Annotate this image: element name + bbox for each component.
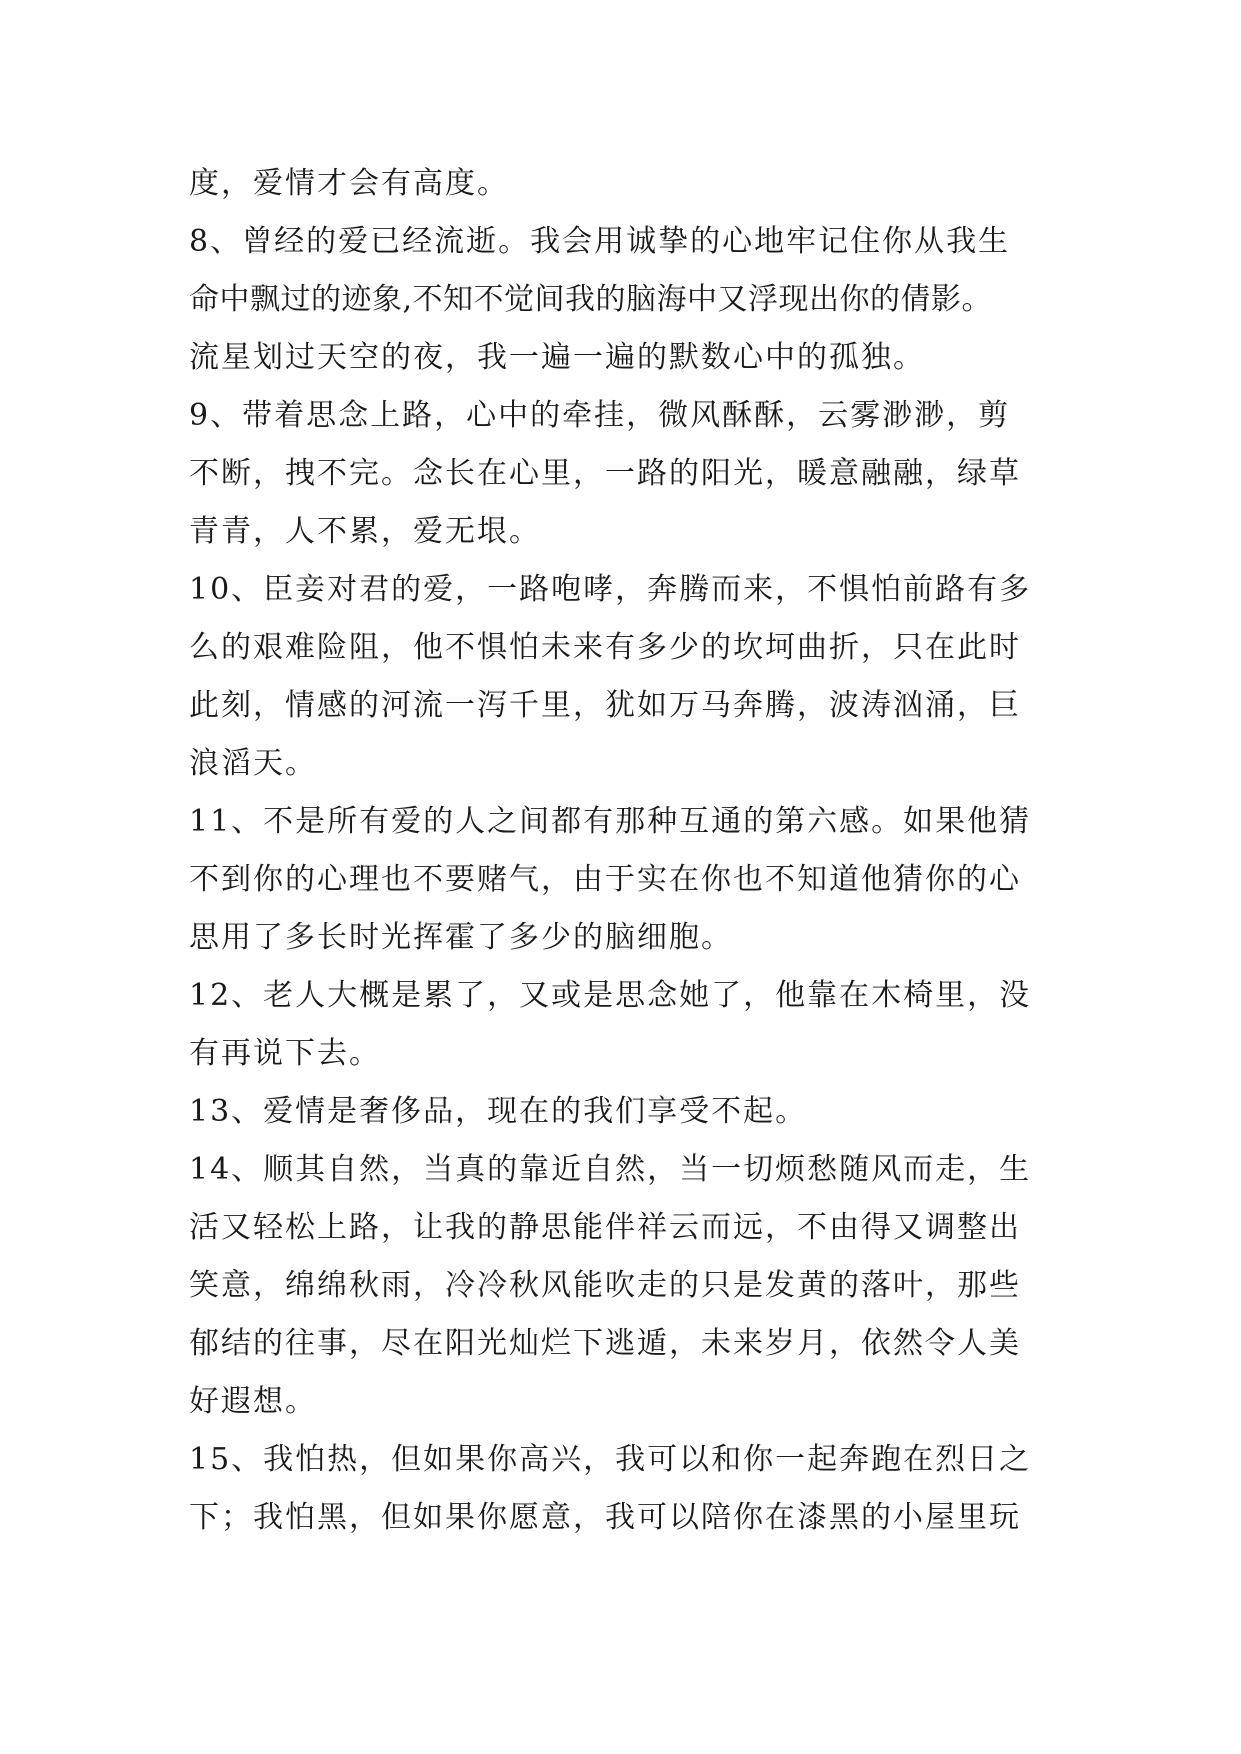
text-line: 么的艰难险阻，他不惧怕未来有多少的坎坷曲折，只在此时 — [189, 630, 1021, 665]
text-line: 14、顺其自然，当真的靠近自然，当一切烦愁随风而走，生 — [189, 1152, 1032, 1187]
text-line: 命中飘过的迹象,不知不觉间我的脑海中又浮现出你的倩影。 — [189, 282, 993, 317]
text-line: 8、曾经的爱已经流逝。我会用诚挚的心地牢记住你从我生 — [189, 224, 1011, 259]
text-line: 郁结的往事，尽在阳光灿烂下逃遁，未来岁月，依然令人美 — [189, 1326, 1021, 1361]
text-line: 11、不是所有爱的人之间都有那种互通的第六感。如果他猜 — [189, 804, 1032, 839]
text-line: 度，爱情才会有高度。 — [189, 166, 509, 201]
text-line: 12、老人大概是累了，又或是思念她了，他靠在木椅里，没 — [189, 978, 1032, 1013]
text-line: 浪滔天。 — [189, 746, 317, 781]
text-line: 不断，拽不完。念长在心里，一路的阳光，暖意融融，绿草 — [189, 456, 1021, 491]
text-line: 思用了多长时光挥霍了多少的脑细胞。 — [189, 920, 733, 955]
text-line: 9、带着思念上路，心中的牵挂，微风酥酥，云雾渺渺，剪 — [189, 398, 1011, 433]
text-line: 10、臣妾对君的爱，一路咆哮，奔腾而来，不惧怕前路有多 — [189, 572, 1032, 607]
text-line: 不到你的心理也不要赌气，由于实在你也不知道他猜你的心 — [189, 862, 1021, 897]
text-line: 有再说下去。 — [189, 1036, 381, 1071]
text-line: 好遐想。 — [189, 1384, 317, 1419]
text-line: 笑意，绵绵秋雨，冷冷秋风能吹走的只是发黄的落叶，那些 — [189, 1268, 1021, 1303]
text-line: 13、爱情是奢侈品，现在的我们享受不起。 — [189, 1094, 808, 1129]
text-line: 此刻，情感的河流一泻千里，犹如万马奔腾，波涛汹涌，巨 — [189, 688, 1021, 723]
text-line: 流星划过天空的夜，我一遍一遍的默数心中的孤独。 — [189, 340, 925, 375]
text-line: 青青，人不累，爱无垠。 — [189, 514, 541, 549]
text-line: 活又轻松上路，让我的静思能伴祥云而远，不由得又调整出 — [189, 1210, 1021, 1245]
text-line: 下；我怕黑，但如果你愿意，我可以陪你在漆黑的小屋里玩 — [189, 1500, 1021, 1535]
text-line: 15、我怕热，但如果你高兴，我可以和你一起奔跑在烈日之 — [189, 1442, 1032, 1477]
